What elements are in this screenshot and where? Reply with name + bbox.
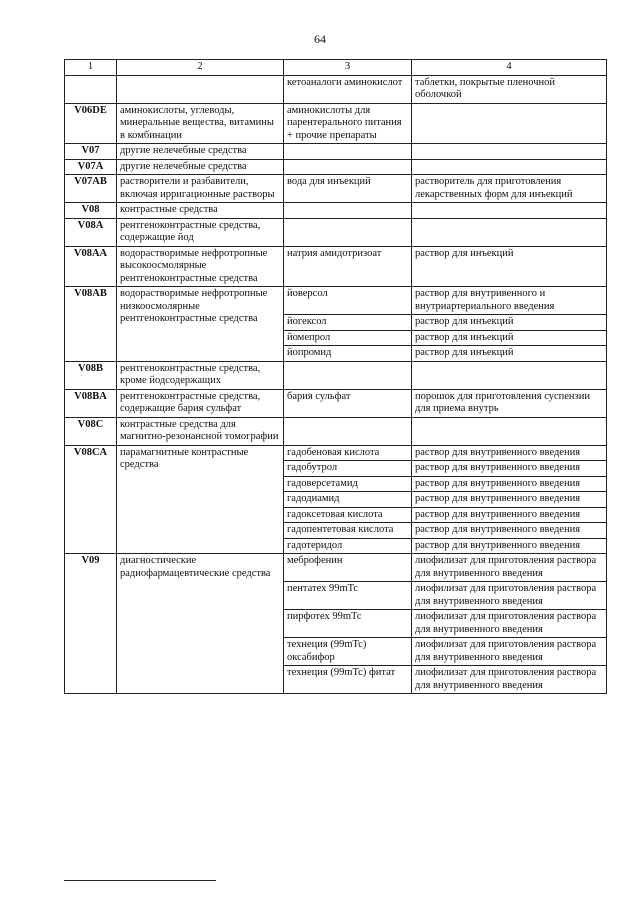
footer-divider bbox=[64, 880, 216, 881]
dosage-form-cell: лиофилизат для приготовления раствора для внутривенного введения bbox=[412, 638, 607, 666]
dosage-form-cell: таблетки, покрытые пленочной оболочкой bbox=[412, 75, 607, 103]
substance-cell: гадобеновая кислота bbox=[284, 445, 412, 461]
table-row bbox=[65, 75, 607, 103]
substance-cell: кетоаналоги аминокислот bbox=[284, 75, 412, 103]
group-name-cell: контрастные средства для магнитно-резонансной томографии bbox=[117, 417, 284, 445]
table-row bbox=[65, 159, 607, 175]
substance-cell bbox=[284, 159, 412, 175]
group-name-cell bbox=[117, 75, 284, 103]
atc-code-cell: V08CA bbox=[65, 445, 117, 554]
atc-code-cell: V07AB bbox=[65, 175, 117, 203]
substance-cell: пентатех 99mTc bbox=[284, 582, 412, 610]
substance-cell: гадопентетовая кислота bbox=[284, 523, 412, 539]
atc-code-cell: V09 bbox=[65, 554, 117, 694]
substance-cell bbox=[284, 144, 412, 160]
substance-cell: гадобутрол bbox=[284, 461, 412, 477]
dosage-form-cell: раствор для внутривенного введения bbox=[412, 445, 607, 461]
atc-code-cell: V08 bbox=[65, 203, 117, 219]
dosage-form-cell bbox=[412, 203, 607, 219]
substance-cell: пирфотех 99mTc bbox=[284, 610, 412, 638]
dosage-form-cell: раствор для внутривенного введения bbox=[412, 523, 607, 539]
substance-cell bbox=[284, 417, 412, 445]
atc-code-cell: V08AA bbox=[65, 246, 117, 287]
page-number: 64 bbox=[314, 32, 326, 46]
group-name-cell: рентгеноконтрастные средства, содержащие бария сульфат bbox=[117, 389, 284, 417]
table-row bbox=[65, 175, 607, 203]
substance-cell: гадодиамид bbox=[284, 492, 412, 508]
group-name-cell: контрастные средства bbox=[117, 203, 284, 219]
dosage-form-cell: раствор для инъекций bbox=[412, 330, 607, 346]
table-row bbox=[65, 203, 607, 219]
table-row bbox=[65, 554, 607, 582]
dosage-form-cell: лиофилизат для приготовления раствора для внутривенного введения bbox=[412, 610, 607, 638]
substance-cell: йогексол bbox=[284, 315, 412, 331]
atc-code-cell: V07A bbox=[65, 159, 117, 175]
substance-cell bbox=[284, 203, 412, 219]
substance-cell: меброфенин bbox=[284, 554, 412, 582]
dosage-form-cell: растворитель для приготовления лекарственных форм для инъекций bbox=[412, 175, 607, 203]
group-name-cell: растворители и разбавители, включая ирригационные растворы bbox=[117, 175, 284, 203]
dosage-form-cell: раствор для внутривенного введения bbox=[412, 476, 607, 492]
substance-cell bbox=[284, 361, 412, 389]
table-row bbox=[65, 103, 607, 144]
dosage-form-cell bbox=[412, 361, 607, 389]
table-header-row bbox=[65, 60, 607, 76]
dosage-form-cell: раствор для внутривенного введения bbox=[412, 538, 607, 554]
dosage-form-cell: раствор для внутривенного введения bbox=[412, 507, 607, 523]
dosage-form-cell: раствор для инъекций bbox=[412, 315, 607, 331]
dosage-form-cell: лиофилизат для приготовления раствора для внутривенного введения bbox=[412, 554, 607, 582]
dosage-form-cell bbox=[412, 159, 607, 175]
atc-code-cell bbox=[65, 75, 117, 103]
substance-cell: йоверсол bbox=[284, 287, 412, 315]
drug-classification-table bbox=[64, 59, 607, 694]
table-row bbox=[65, 218, 607, 246]
table-row bbox=[65, 445, 607, 461]
dosage-form-cell: лиофилизат для приготовления раствора для внутривенного введения bbox=[412, 666, 607, 694]
substance-cell: гадотеридол bbox=[284, 538, 412, 554]
header-col-3: 3 bbox=[284, 60, 412, 76]
dosage-form-cell bbox=[412, 218, 607, 246]
atc-code-cell: V08BA bbox=[65, 389, 117, 417]
substance-cell bbox=[284, 218, 412, 246]
dosage-form-cell: раствор для инъекций bbox=[412, 246, 607, 287]
atc-code-cell: V08B bbox=[65, 361, 117, 389]
substance-cell: йомепрол bbox=[284, 330, 412, 346]
group-name-cell: рентгеноконтрастные средства, кроме йодсодержащих bbox=[117, 361, 284, 389]
dosage-form-cell: раствор для внутривенного введения bbox=[412, 492, 607, 508]
dosage-form-cell bbox=[412, 417, 607, 445]
dosage-form-cell bbox=[412, 144, 607, 160]
table-row bbox=[65, 361, 607, 389]
group-name-cell: парамагнитные контрастные средства bbox=[117, 445, 284, 554]
atc-code-cell: V07 bbox=[65, 144, 117, 160]
group-name-cell: водорастворимые нефротропные высокоосмолярные рентгеноконтрастные средства bbox=[117, 246, 284, 287]
substance-cell: йопромид bbox=[284, 346, 412, 362]
group-name-cell: диагностические радиофармацевтические средства bbox=[117, 554, 284, 694]
substance-cell: бария сульфат bbox=[284, 389, 412, 417]
table-row bbox=[65, 144, 607, 160]
header-col-2: 2 bbox=[117, 60, 284, 76]
substance-cell: гадоверсетамид bbox=[284, 476, 412, 492]
group-name-cell: другие нелечебные средства bbox=[117, 159, 284, 175]
dosage-form-cell: лиофилизат для приготовления раствора для внутривенного введения bbox=[412, 582, 607, 610]
group-name-cell: водорастворимые нефротропные низкоосмолярные рентгеноконтрастные средства bbox=[117, 287, 284, 362]
table-row bbox=[65, 417, 607, 445]
atc-code-cell: V08AB bbox=[65, 287, 117, 362]
table-row bbox=[65, 246, 607, 287]
header-col-1: 1 bbox=[65, 60, 117, 76]
atc-code-cell: V08A bbox=[65, 218, 117, 246]
table-row bbox=[65, 389, 607, 417]
substance-cell: технеция (99mTc) оксабифор bbox=[284, 638, 412, 666]
group-name-cell: рентгеноконтрастные средства, содержащие йод bbox=[117, 218, 284, 246]
dosage-form-cell: раствор для инъекций bbox=[412, 346, 607, 362]
dosage-form-cell: порошок для приготовления суспензии для приема внутрь bbox=[412, 389, 607, 417]
group-name-cell: другие нелечебные средства bbox=[117, 144, 284, 160]
header-col-4: 4 bbox=[412, 60, 607, 76]
dosage-form-cell bbox=[412, 103, 607, 144]
substance-cell: натрия амидотризоат bbox=[284, 246, 412, 287]
dosage-form-cell: раствор для внутривенного введения bbox=[412, 461, 607, 477]
substance-cell: гадоксетовая кислота bbox=[284, 507, 412, 523]
dosage-form-cell: раствор для внутривенного и внутриартериального введения bbox=[412, 287, 607, 315]
atc-code-cell: V06DE bbox=[65, 103, 117, 144]
substance-cell: вода для инъекций bbox=[284, 175, 412, 203]
table-row bbox=[65, 287, 607, 315]
substance-cell: аминокислоты для парентерального питания + прочие препараты bbox=[284, 103, 412, 144]
atc-code-cell: V08C bbox=[65, 417, 117, 445]
table-body bbox=[65, 75, 607, 694]
group-name-cell: аминокислоты, углеводы, минеральные вещества, витамины в комбинации bbox=[117, 103, 284, 144]
substance-cell: технеция (99mTc) фитат bbox=[284, 666, 412, 694]
